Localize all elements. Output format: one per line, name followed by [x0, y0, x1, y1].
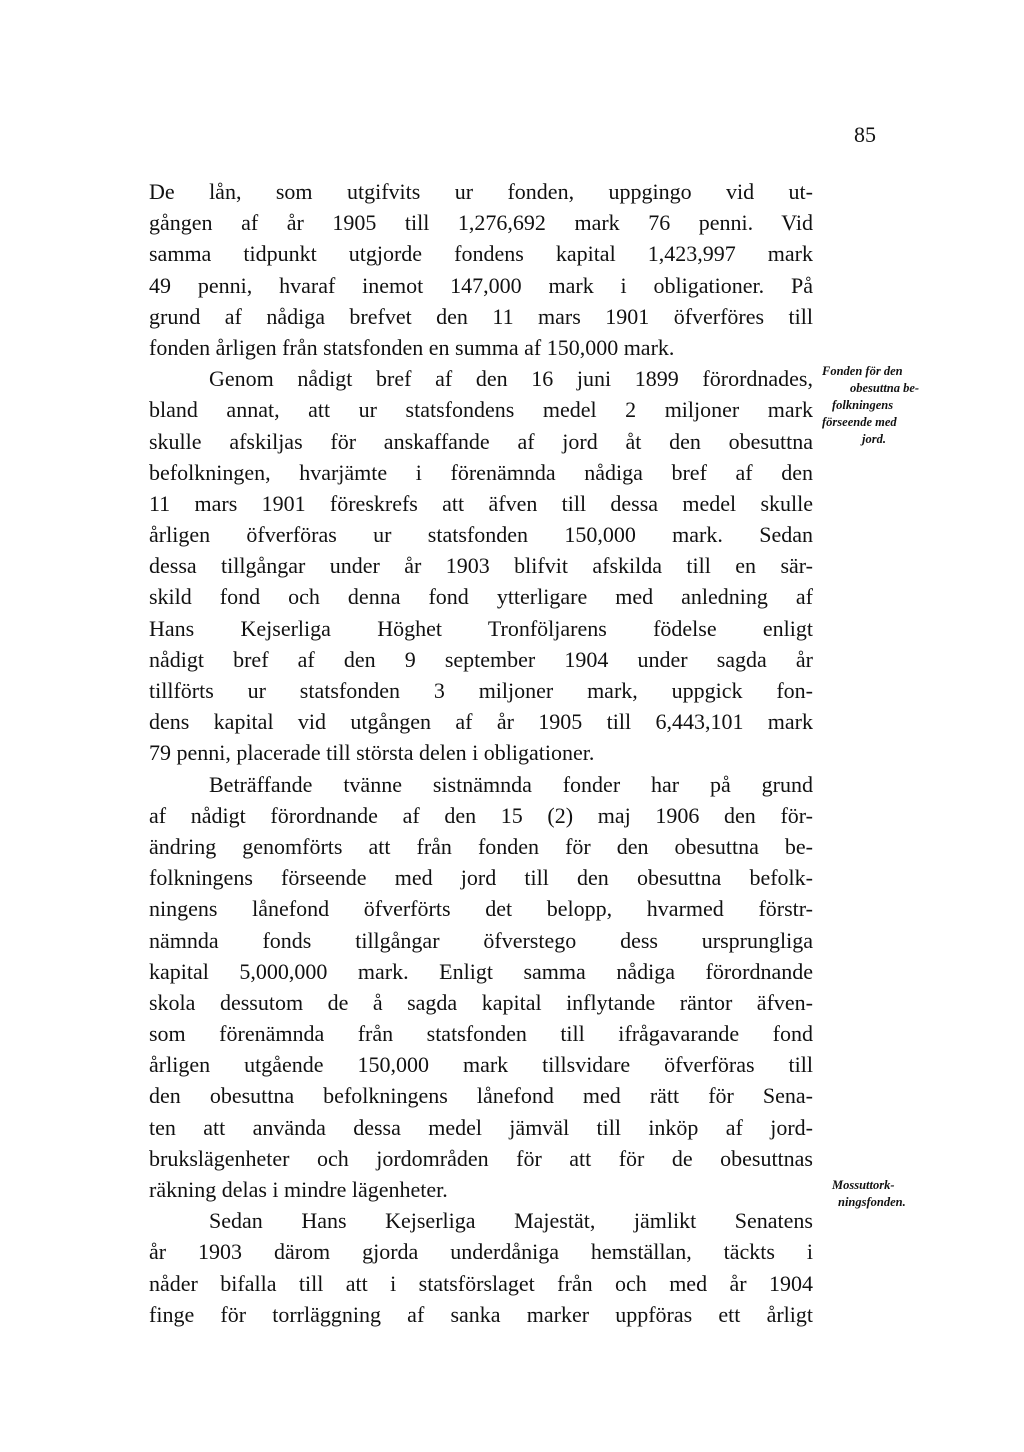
text-line: ten att använda dessa medel jämväl till inköp af jord- [149, 1114, 813, 1140]
text-line: årligen utgående 150,000 mark tillsvidare öfverföras till [149, 1052, 813, 1078]
margin-note-line: ningsfonden. [838, 1195, 906, 1209]
margin-note-marsh-fund [832, 1177, 906, 1211]
text-line: brukslägenheter och jordområden för att för de obesuttnas [149, 1145, 813, 1171]
text-line: den obesuttna befolkningens lånefond med rätt för Sena- [149, 1083, 813, 1109]
text-line: ningens lånefond öfverförts det belopp, hvarmed förstr- [149, 896, 813, 922]
text-line: folkningens förseende med jord till den obesuttna befolk- [149, 865, 813, 891]
text-line: Beträffande tvänne sistnämnda fonder har på grund [209, 771, 813, 797]
text-line: årligen öfverföras ur statsfonden 150,000 mark. Sedan [149, 522, 813, 548]
text-line: nåder bifalla till att i statsförslaget från och med år 1904 [149, 1270, 813, 1296]
text-line: som förenämnda från statsfonden till ifrågavarande fond [149, 1021, 813, 1047]
text-line: befolkningen, hvarjämte i förenämnda nådiga bref af den [149, 459, 813, 485]
text-line: 49 penni, hvaraf inemot 147,000 mark i obligationer. På [149, 272, 813, 298]
text-line: 79 penni, placerade till största delen i obligationer. [149, 740, 595, 766]
text-line: grund af nådiga brefvet den 11 mars 1901 öfverföres till [149, 303, 813, 329]
text-line: De lån, som utgifvits ur fonden, uppgingo vid ut- [149, 179, 813, 204]
margin-note-land-fund [822, 363, 919, 448]
text-line: nådigt bref af den 9 september 1904 under sagda år [149, 646, 813, 672]
margin-note-line: Mossuttork- [832, 1178, 895, 1192]
margin-note-line: obesuttna be- [850, 381, 920, 395]
text-line: Hans Kejserliga Höghet Tronföljarens födelse enligt [149, 615, 813, 641]
text-line: 11 mars 1901 föreskrefs att äfven till dessa medel skulle [149, 490, 813, 516]
margin-note-line: förseende med [822, 415, 897, 429]
text-line: samma tidpunkt utgjorde fondens kapital 1,423,997 mark [149, 241, 813, 267]
text-line: af nådigt förordnande af den 15 (2) maj 1906 den för- [149, 802, 813, 828]
text-line: tillförts ur statsfonden 3 miljoner mark, uppgick fon- [149, 678, 813, 703]
margin-note-line: folkningens [832, 398, 894, 412]
text-line: bland annat, att ur statsfondens medel 2 miljoner mark [149, 397, 813, 423]
text-line: Sedan Hans Kejserliga Majestät, jämlikt Senatens [209, 1208, 813, 1234]
text-line: räkning delas i mindre lägenheter. [149, 1177, 448, 1202]
text-line: finge för torrläggning af sanka marker uppföras ett årligt [149, 1301, 813, 1327]
margin-note-line: Fonden för den [822, 364, 903, 378]
text-line: nämnda fonds tillgångar öfverstego dess ursprungliga [149, 927, 813, 953]
text-line: år 1903 därom gjorda underdåniga hemställan, täckts i [149, 1239, 813, 1265]
text-line: dessa tillgångar under år 1903 blifvit afskilda till en sär- [149, 553, 813, 579]
margin-note-line: jord. [862, 432, 886, 446]
text-line: Genom nådigt bref af den 16 juni 1899 förordnades, [209, 366, 813, 392]
text-line: fonden årligen från statsfonden en summa af 150,000 mark. [149, 334, 675, 360]
text-line: skulle afskiljas för anskaffande af jord åt den obesuttna [149, 428, 813, 454]
text-line: dens kapital vid utgången af år 1905 till 6,443,101 mark [149, 709, 813, 735]
text-line: gången af år 1905 till 1,276,692 mark 76 penni. Vid [149, 210, 813, 236]
body-text [149, 176, 813, 1330]
text-line: kapital 5,000,000 mark. Enligt samma nådiga förordnande [149, 958, 813, 984]
text-line: ändring genomförts att från fonden för den obesuttna be- [149, 833, 813, 859]
text-line: skild fond och denna fond ytterligare med anledning af [149, 584, 813, 610]
text-line: skola dessutom de å sagda kapital inflytande räntor äfven- [149, 989, 813, 1015]
page-number: 85 [854, 122, 876, 147]
